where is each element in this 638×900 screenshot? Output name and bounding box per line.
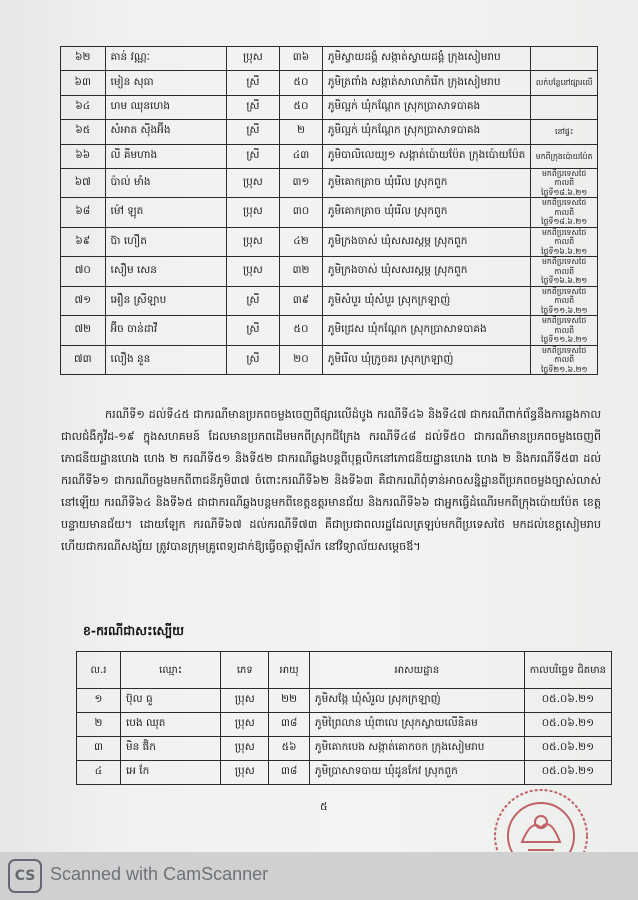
case-note [531, 47, 598, 71]
recovered-date: ០៥.០៦.២១ [524, 713, 611, 737]
case-name: សំអាត ស៊ីងអ៊ីង [105, 120, 226, 144]
case-sex: ស្រី [226, 120, 279, 144]
recovered-date: ០៥.០៦.២១ [524, 689, 611, 713]
case-number: ៦៥ [61, 120, 106, 144]
case-age: ៤២ [280, 227, 323, 257]
case-name: អ៊ីច ចាន់ដាវី [105, 316, 226, 346]
header-address: អាសយដ្ឋាន [309, 652, 524, 689]
table-row [61, 198, 598, 228]
table-row [77, 689, 612, 713]
table-row [61, 120, 598, 144]
case-sex: ប្រុស [226, 227, 279, 257]
case-name: ប៊ា ហឿត [105, 227, 226, 257]
case-address: ភូមិជ្រេស ឃុំកណ្ដែក ស្រុកប្រាសាទបាគង [322, 316, 531, 346]
page-number: ៥ [320, 800, 328, 813]
case-address: ភូមិបាលិលេយ្យ១ សង្កាត់ប៉ោយប៉ែត ក្រុងប៉ោយប៉ែត [322, 144, 531, 168]
recovered-age: ៣៨ [269, 713, 310, 737]
case-note: លក់បន្លែនៅផ្សារលើ [531, 71, 598, 95]
camscanner-caption: Scanned with CamScanner [50, 864, 269, 884]
table-row [77, 737, 612, 761]
recovered-sex: ប្រុស [221, 689, 269, 713]
case-number: ៦៧ [61, 168, 106, 198]
recovered-address: ភូមិសង្កែ ឃុំសំរួល ស្រុកក្រឡាញ់ [309, 689, 524, 713]
case-number: ៧១ [61, 286, 106, 316]
case-number: ៦៩ [61, 227, 106, 257]
case-age: ៣០ [280, 198, 323, 228]
case-age: ៥០ [280, 95, 323, 119]
recovered-table-header [77, 652, 612, 689]
recovered-table-body [77, 689, 612, 785]
case-note: មកពីប្រទេសថៃ កាលពីថ្ងៃទី១៨.៦.២១ [531, 198, 598, 228]
case-name: ម៉ៅ ឡុត [105, 198, 226, 228]
recovered-number: ៤ [77, 761, 121, 785]
case-number: ៦៦ [61, 144, 106, 168]
table-row [61, 47, 598, 71]
case-sex: ស្រី [226, 345, 279, 375]
case-sex: ស្រី [226, 71, 279, 95]
case-address: ភូមិល្អក់ ឃុំកណ្ដែក ស្រុកប្រាសាទបាគង [322, 95, 531, 119]
case-sex: ស្រី [226, 316, 279, 346]
table-row [61, 345, 598, 375]
case-note [531, 95, 598, 119]
case-address: ភូមិត្រពាំង សង្កាត់សាលាកំរើក ក្រុងសៀមរាប [322, 71, 531, 95]
case-age: ៥០ [280, 71, 323, 95]
recovered-age: ៣៨ [269, 761, 310, 785]
case-number: ៧២ [61, 316, 106, 346]
case-age: ២០ [280, 345, 323, 375]
recovered-number: ២ [77, 713, 121, 737]
case-name: លី គីមហាង [105, 144, 226, 168]
case-number: ៧៣ [61, 345, 106, 375]
case-address: ភូមិក្រងចាស់ ឃុំសសរស្តម្ភ ស្រុកពួក [322, 227, 531, 257]
table-row [61, 286, 598, 316]
case-number: ៦២ [61, 47, 106, 71]
case-note: នៅផ្ទះ [531, 120, 598, 144]
case-sex: ស្រី [226, 95, 279, 119]
header-date: កាលបរិច្ឆេទ ជិតមាន [524, 652, 611, 689]
recovered-age: ៥៦ [269, 737, 310, 761]
case-number: ៦៤ [61, 95, 106, 119]
recovered-date: ០៥.០៦.២១ [524, 737, 611, 761]
recovered-name: មិន ផ៊ិក [120, 737, 220, 761]
case-name: ហម ឈុនហេង [105, 95, 226, 119]
case-name: មៀន សុធា [105, 71, 226, 95]
camscanner-footer [0, 852, 638, 900]
case-number: ៦៨ [61, 198, 106, 228]
recovered-sex: ប្រុស [221, 737, 269, 761]
case-name: សឿម សេន [105, 257, 226, 287]
case-age: ៣៦ [280, 47, 323, 71]
case-address: ភូមិគោកត្រាច ឃុំរើល ស្រុកពួក [322, 198, 531, 228]
table-row [77, 713, 612, 737]
case-age: ៣៩ [280, 286, 323, 316]
section-heading: ខ-ករណីជាសះស្បើយ [83, 623, 185, 638]
case-sex: ប្រុស [226, 168, 279, 198]
table-row [61, 71, 598, 95]
recovered-date: ០៥.០៦.២១ [524, 761, 611, 785]
header-sex: ភេទ [221, 652, 269, 689]
header-age: អាយុ [269, 652, 310, 689]
header-name: ឈ្មោះ [120, 652, 220, 689]
case-age: ៣១ [280, 168, 323, 198]
case-address: ភូមិសំបួរ ឃុំសំបួរ ស្រុកក្រឡាញ់ [322, 286, 531, 316]
case-age: ៤៣ [280, 144, 323, 168]
case-number: ៦៣ [61, 71, 106, 95]
case-name: លឿង នួន [105, 345, 226, 375]
cases-table-body [61, 47, 598, 375]
case-sex: ប្រុស [226, 47, 279, 71]
case-age: ២ [280, 120, 323, 144]
recovered-number: ៣ [77, 737, 121, 761]
case-sex: ស្រី [226, 286, 279, 316]
table-row [61, 95, 598, 119]
case-address: ភូមិគោកត្រាច ឃុំរើល ស្រុកពួក [322, 168, 531, 198]
case-address: ភូមិស្វាយដង្គំ សង្កាត់ស្វាយដង្គំ ក្រុងសៀមរាប [322, 47, 531, 71]
table-row [61, 144, 598, 168]
recovered-sex: ប្រុស [221, 761, 269, 785]
case-note: មកពីប្រទេសថៃ កាលពីថ្ងៃទី១១.៦.២១ [531, 286, 598, 316]
case-note: មកពីក្រុងប៉ោយប៉ែត [531, 144, 598, 168]
camscanner-logo-icon: CS [8, 859, 42, 893]
case-age: ៥០ [280, 316, 323, 346]
case-name: ប៉ាល់ មាំង [105, 168, 226, 198]
case-sex: ស្រី [226, 144, 279, 168]
case-name: គាន់ វណ្ណៈ [105, 47, 226, 71]
case-address: ភូមិល្អក់ ឃុំកណ្ដែក ស្រុកប្រាសាទបាគង [322, 120, 531, 144]
case-note: មកពីប្រទេសថៃ កាលពីថ្ងៃទី១៨.៦.២១ [531, 168, 598, 198]
case-note: មកពីប្រទេសថៃ កាលពីថ្ងៃទី១៦.៦.២១ [531, 227, 598, 257]
recovered-address: ភូមិព្រៃលាន ឃុំពាលេ ស្រុកស្វាយលើនិគម [309, 713, 524, 737]
table-row [61, 168, 598, 198]
case-note: មកពីប្រទេសថៃ កាលពីថ្ងៃទី២១.៦.២១ [531, 345, 598, 375]
cases-table [60, 46, 598, 375]
case-sex: ប្រុស [226, 257, 279, 287]
table-row [61, 316, 598, 346]
case-address: ភូមិក្រងចាស់ ឃុំសសរស្តម្ភ ស្រុកពួក [322, 257, 531, 287]
case-note: មកពីប្រទេសថៃ កាលពីថ្ងៃទី១១.៦.២១ [531, 316, 598, 346]
recovered-number: ១ [77, 689, 121, 713]
table-row [61, 227, 598, 257]
case-sex: ប្រុស [226, 198, 279, 228]
recovered-address: ភូមិគោកបេង សង្កាត់គោកចក ក្រុងសៀមរាប [309, 737, 524, 761]
recovered-name: ប៊ុល ធួ [120, 689, 220, 713]
table-row [61, 257, 598, 287]
case-name: អឿន ស្រីឡាប [105, 286, 226, 316]
recovered-name: បេង ឈុត [120, 713, 220, 737]
recovered-age: ២២ [269, 689, 310, 713]
case-number: ៧០ [61, 257, 106, 287]
summary-paragraph: ករណីទី១ ដល់ទី៤៥ ជាករណីមានប្រភពចម្លងចេញពីផ្សារលើដំបូង ករណីទី៤៦ និងទី៤៧ ជាករណីពាក់ព័ន្ធនឹងការឆ្លងកាលជាលជំងឺកូវីដ-១៩ ក្នុងសហគមន៍ ដែលមានប្រភពដើមមកពីស្រុកជីក្រែង ករណីទី៤៨ ដល់ទី៥០ ជាករណីមានប្រភពចម្លងចេញពីភោជនីយដ្ឋានហេង ហេង ២ ករណីទី៥១ និងទី៥២ ជាករណីឆ្លងបន្តពីបុគ្គលិកនៅភោជនីយដ្ឋានហេង ហេង ២ និងករណីទី៥៣ ដល់ករណីទី៦១ ជាករណីចម្លងមកពីពាជនីភូមិ៣៧ ចំពោះករណីទី៦២ និងទី៦៣ គឺជាករណីពុំទាន់អាចសន្និដ្ឋានពីប្រភពចម្លងច្បាស់លាស់នៅឡើយ ករណីទី៦៤ និងទី៦៥ ជាជាករណីឆ្លងបន្តមកពីខេត្តឧត្តរមានជ័យ និងករណីទី៦៦ ជាអ្នកធ្វើដំណើរមកពីក្រុងប៉ោយប៉ែត ខេត្តបន្ទាយមានជ័យ។ ដោយឡែក ករណីទី៦៧ ដល់ករណីទី៧៣ គឺជាប្រជាពលរដ្ឋដែលត្រឡប់មកពីប្រទេសថៃ មកដល់ខេត្តសៀមរាប ហើយជាករណីសង្ស័យ ត្រូវបានក្រុមគ្រូពេទ្យដាក់ឱ្យធ្វើចត្តាឡីស័ក នៅវិទ្យាល័យសម្ដេចឪ។ [61, 408, 601, 553]
recovered-address: ភូមិប្រាសាទបាយ ឃុំដូនកែវ ស្រុកពួក [309, 761, 524, 785]
case-note: មកពីប្រទេសថៃ កាលពីថ្ងៃទី១៦.៦.២១ [531, 257, 598, 287]
header-no: ល.រ [77, 652, 121, 689]
recovered-table [76, 651, 612, 785]
case-address: ភូមិរើល ឃុំក្រូចគរ ស្រុកក្រឡាញ់ [322, 345, 531, 375]
case-age: ៣២ [280, 257, 323, 287]
recovered-name: អេ កែ [120, 761, 220, 785]
recovered-sex: ប្រុស [221, 713, 269, 737]
